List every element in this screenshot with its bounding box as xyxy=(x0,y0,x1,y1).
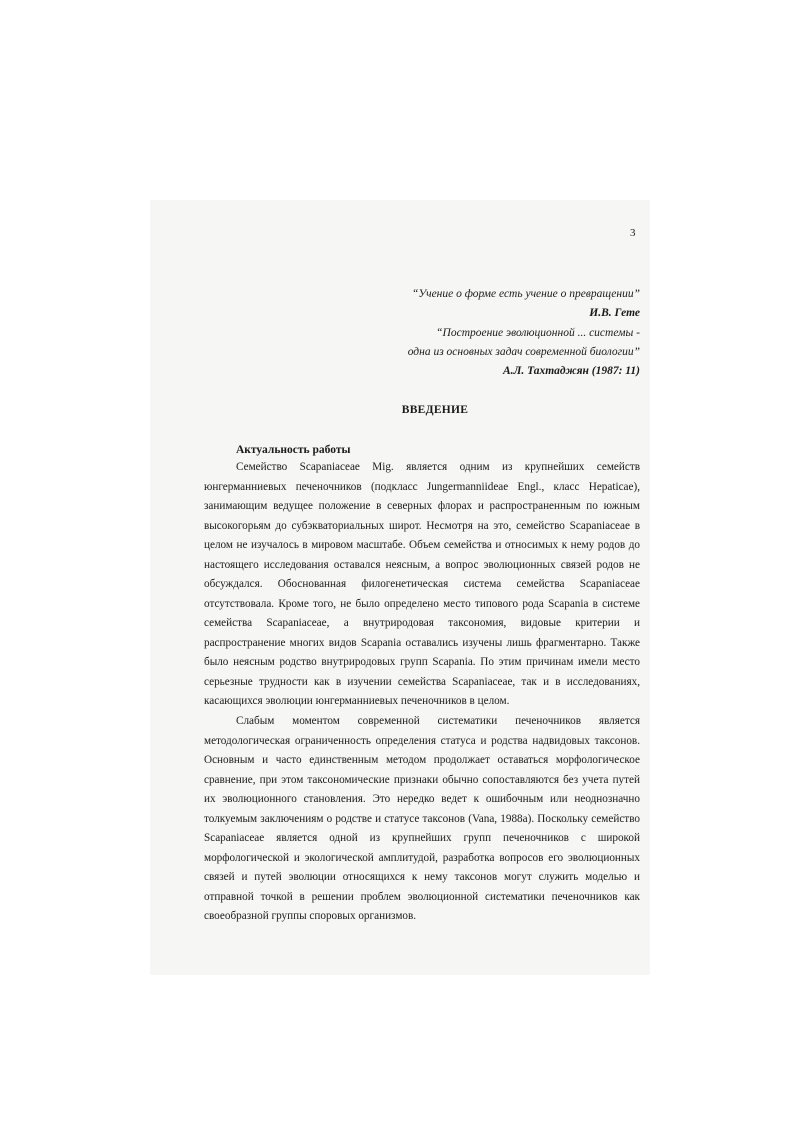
epigraph-1-author: И.В. Гете xyxy=(589,307,640,319)
page-number: 3 xyxy=(630,227,636,239)
epigraph-2-quote-line-2: одна из основных задач современной биологии” xyxy=(407,346,640,358)
section-heading: ВВЕДЕНИЕ xyxy=(401,404,469,416)
paragraph-text: Слабым моментом современной систематики печеночников является методологическая ограниченность определения статуса и родства надвидовых таксонов. Основным и часто единственным методом продолжает оставаться морфологическое сравнение, при этом таксономические признаки обычно сопоставляются без учета путей их эволюционного становления. Это нередко ведет к ошибочным или неоднозначно толкуемым заключениям о родстве и статусе таксонов (Vana, 1988a). Поскольку семейство Scapaniaceae является одной из крупнейших групп печеночников с широкой морфологической и экологической амплитудой, разработка вопросов его эволюционных связей и путей эволюции относящихся к нему таксонов могут служить моделью и отправной точкой в решении проблем эволюционной систематики печеночников как своеобразной группы споровых организмов. xyxy=(204,715,640,922)
body-paragraph-1 xyxy=(204,458,640,712)
epigraph-2-quote-line-1: “Построение эволюционной ... системы - xyxy=(436,327,640,339)
subsection-heading: Актуальность работы xyxy=(236,444,351,456)
epigraph-2-author: А.Л. Тахтаджян (1987: 11) xyxy=(502,365,640,377)
body-paragraph-2 xyxy=(204,712,640,927)
epigraph-1-quote: “Учение о форме есть учение о превращении” xyxy=(411,288,640,300)
paragraph-text: Семейство Scapaniaceae Mig. является одним из крупнейших семейств юнгерманниевых печеночников (подкласс Jungermanniideae Engl., класс Hepaticae), занимающим ведущее положение в северных флорах и распространенным по южным высокогорьям до субэкваториальных широт. Несмотря на это, семейство Scapaniaceae в целом не изучалось в мировом масштабе. Объем семейства и относимых к нему родов до настоящего исследования оставался неясным, а вопрос эволюционных связей родов не обсуждался. Обоснованная филогенетическая система семейства Scapaniaceae отсутствовала. Кроме того, не было определено место типового рода Scapania в системе семейства Scapaniaceae, а внутриродовая таксономия, видовые критерии и распространение многих видов Scapania оставались изучены лишь фрагментарно. Также было неясным родство внутриродовых групп Scapania. По этим причинам имели место серьезные трудности как в изучении семейства Scapaniaceae, так и в исследованиях, касающихся эволюции юнгерманниевых печеночников в целом. xyxy=(204,461,640,707)
